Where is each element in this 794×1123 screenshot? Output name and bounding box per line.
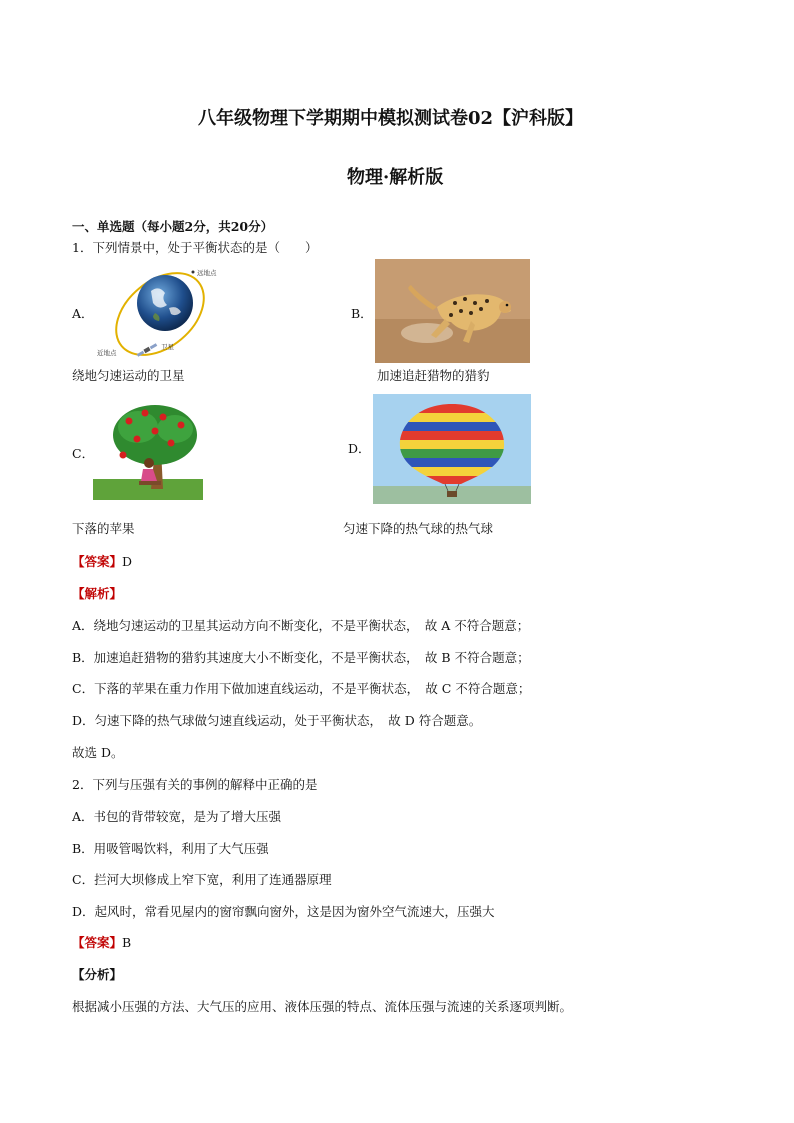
label-far: 远地点 [197, 269, 217, 277]
q1-option-c-caption: 下落的苹果 [72, 521, 135, 536]
q2-option-d: D．起风时，常看见屋内的窗帘飘向窗外，这是因为窗外空气流速大，压强大 [72, 904, 495, 919]
q1-analysis-b: B．加速追赶猎物的猎豹其速度大小不断变化，不是平衡状态， 故 B 不符合题意； [72, 650, 530, 665]
q2-stem: 2．下列与压强有关的事例的解释中正确的是 [72, 777, 318, 792]
q2-option-c: C．拦河大坝修成上窄下宽，利用了连通器原理 [72, 872, 332, 887]
q2-option-a: A．书包的背带较宽，是为了增大压强 [72, 809, 282, 824]
q1-answer-line [72, 554, 132, 570]
q1-option-d-caption: 匀速下降的热气球的热气球 [343, 521, 494, 536]
q2-answer-line [72, 935, 131, 951]
satellite-orbit-image [95, 258, 220, 360]
q1-analysis-tag: 【解析】 [72, 586, 123, 601]
label-near: 近地点 [97, 349, 117, 357]
page-title: 八年级物理下学期期中模拟测试卷02【沪科版】 [198, 108, 584, 129]
q1-analysis-c: C．下落的苹果在重力作用下做加速直线运动，不是平衡状态， 故 C 不符合题意； [72, 681, 531, 696]
q1-option-c-letter: C． [72, 446, 95, 461]
q2-analysis-tag: 【分析】 [72, 967, 123, 982]
label-sat: 卫星 [161, 343, 174, 351]
section-heading: 一、单选题（每小题2分，共20分） [72, 219, 274, 234]
q2-analysis: 根据减小压强的方法、大气压的应用、液体压强的特点、流体压强与流速的关系逐项判断。 [72, 999, 573, 1014]
page-subtitle: 物理·解析版 [347, 167, 444, 188]
q1-option-a-letter: A． [72, 306, 94, 321]
cheetah-image [375, 259, 530, 363]
apple-tree-image [93, 397, 203, 500]
q1-stem: 1．下列情景中，处于平衡状态的是（ ） [72, 240, 318, 255]
q1-option-d-letter: D． [348, 441, 371, 456]
q2-answer-tag: 【答案】 [72, 935, 123, 950]
q1-answer-tag: 【答案】 [72, 554, 123, 569]
q1-option-a-caption: 绕地匀速运动的卫星 [72, 368, 185, 383]
q2-answer-value: B [122, 935, 132, 950]
q1-option-b-caption: 加速追赶猎物的猎豹 [377, 368, 490, 383]
q1-analysis-d: D．匀速下降的热气球做匀速直线运动，处于平衡状态， 故 D 符合题意。 [72, 713, 482, 728]
q1-conclusion: 故选 D。 [72, 745, 124, 760]
q2-option-b: B．用吸管喝饮料，利用了大气压强 [72, 841, 269, 856]
q1-answer-value: D [122, 554, 133, 569]
hot-air-balloon-image [373, 394, 531, 504]
q1-option-b-letter: B． [351, 306, 373, 321]
q1-analysis-a: A．绕地匀速运动的卫星其运动方向不断变化，不是平衡状态， 故 A 不符合题意； [72, 618, 530, 633]
